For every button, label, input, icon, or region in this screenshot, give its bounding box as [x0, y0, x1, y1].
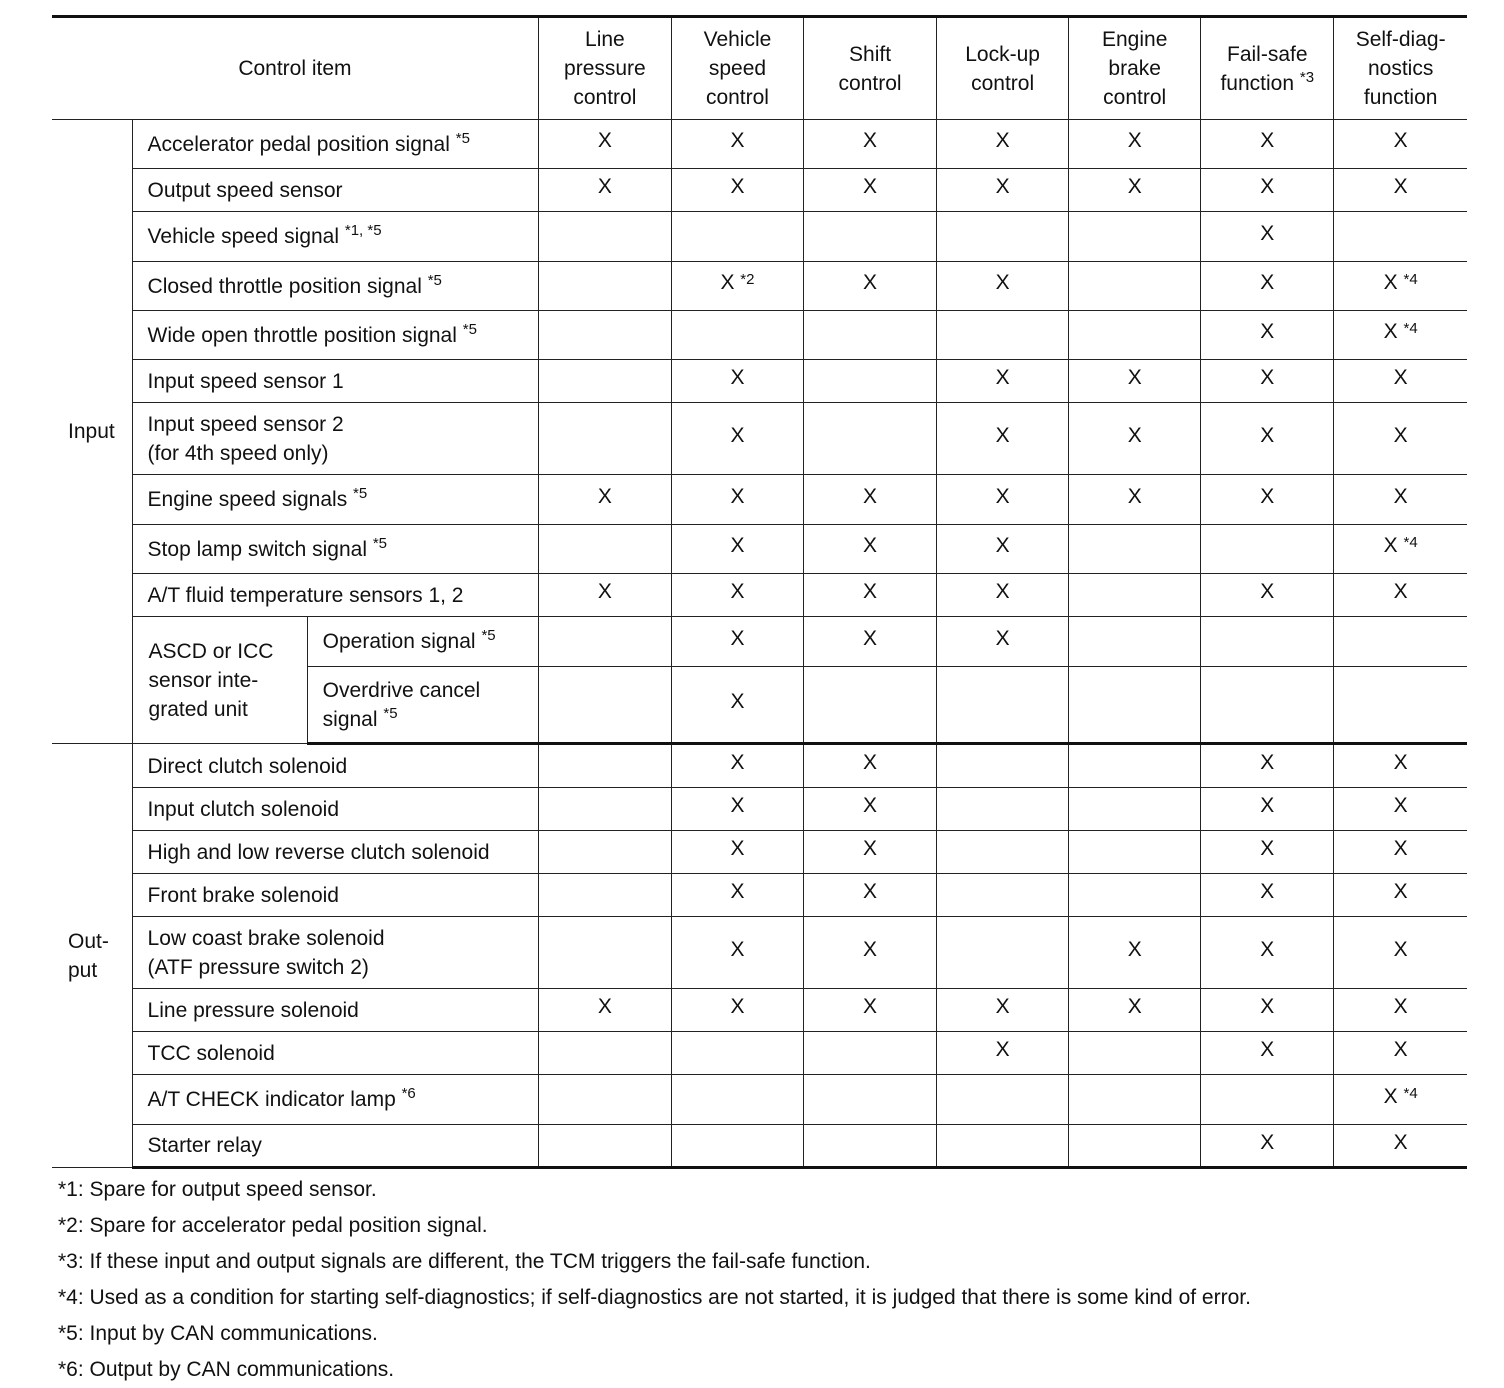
cell-col1	[538, 788, 671, 831]
cell-col6: X	[1201, 1125, 1334, 1168]
cell-col2	[671, 1032, 803, 1075]
cell-col3: X	[804, 831, 937, 874]
cell-col6: X	[1201, 169, 1334, 212]
cell-col3	[804, 403, 937, 475]
cell-col2	[671, 311, 803, 360]
footnote-4: *4: Used as a condition for starting self-diagnostics; if self-diagnostics are not started, it is judged that there is some kind of error.	[58, 1286, 1251, 1309]
cell-col7: X $^{*4}$	[1334, 262, 1467, 311]
header-fail-safe-function: Fail-safe function $^{*3}$	[1201, 17, 1334, 120]
cell-col7: X	[1334, 403, 1467, 475]
cell-col1	[538, 262, 671, 311]
cell-col7: X $^{*4}$	[1334, 311, 1467, 360]
footnote-5: *5: Input by CAN communications.	[58, 1322, 378, 1345]
table-row	[52, 874, 1467, 917]
cell-col3: X	[804, 617, 937, 667]
cell-col2: X	[671, 360, 803, 403]
cell-col6: X	[1201, 120, 1334, 169]
row-label: Operation signal $^{*5}$	[307, 617, 538, 667]
cell-col6: X	[1201, 403, 1334, 475]
cell-col1: X	[538, 120, 671, 169]
control-table-container	[52, 15, 1467, 1169]
row-label: Vehicle speed signal $^{*1, *5}$	[132, 212, 538, 262]
cell-col3: X	[804, 744, 937, 788]
group-ascd-icc-unit: ASCD or ICC sensor inte- grated unit	[132, 617, 307, 744]
cell-col6: X	[1201, 989, 1334, 1032]
row-label: Input clutch solenoid	[132, 788, 538, 831]
cell-col7	[1334, 212, 1467, 262]
cell-col2: X	[671, 525, 803, 574]
table-row	[52, 989, 1467, 1032]
cell-col1	[538, 212, 671, 262]
cell-col7: X	[1334, 475, 1467, 525]
cell-col3: X	[804, 525, 937, 574]
header-line-pressure-control: Line pressure control	[538, 17, 671, 120]
row-label: Stop lamp switch signal $^{*5}$	[132, 525, 538, 574]
cell-col1	[538, 525, 671, 574]
cell-col6	[1201, 525, 1334, 574]
cell-col4	[937, 831, 1069, 874]
footnote-2: *2: Spare for accelerator pedal position signal.	[58, 1214, 488, 1237]
cell-col6: X	[1201, 311, 1334, 360]
header-self-diagnostics-function: Self-diag- nostics function	[1334, 17, 1467, 120]
cell-col4: X	[937, 617, 1069, 667]
cell-col7: X	[1334, 120, 1467, 169]
header-vehicle-speed-control: Vehicle speed control	[671, 17, 803, 120]
cell-col1	[538, 360, 671, 403]
cell-col3: X	[804, 989, 937, 1032]
footnote-6: *6: Output by CAN communications.	[58, 1358, 395, 1381]
row-label: Direct clutch solenoid	[132, 744, 538, 788]
cell-col6: X	[1201, 212, 1334, 262]
row-label: Output speed sensor	[132, 169, 538, 212]
control-item-table	[52, 15, 1467, 1169]
row-label: High and low reverse clutch solenoid	[132, 831, 538, 874]
cell-col7: X	[1334, 788, 1467, 831]
cell-col3: X	[804, 262, 937, 311]
cell-col2: X	[671, 744, 803, 788]
cell-col4	[937, 874, 1069, 917]
cell-col1	[538, 917, 671, 989]
cell-col2	[671, 212, 803, 262]
table-row	[52, 360, 1467, 403]
cell-col5	[1069, 617, 1201, 667]
row-label: Front brake solenoid	[132, 874, 538, 917]
cell-col3	[804, 311, 937, 360]
cell-col7: X	[1334, 917, 1467, 989]
cell-col7	[1334, 617, 1467, 667]
cell-col5	[1069, 874, 1201, 917]
row-label: Line pressure solenoid	[132, 989, 538, 1032]
table-row	[52, 788, 1467, 831]
cell-col6: X	[1201, 360, 1334, 403]
cell-col1	[538, 1075, 671, 1125]
cell-col1	[538, 1032, 671, 1075]
cell-col5	[1069, 1125, 1201, 1168]
cell-col5: X	[1069, 403, 1201, 475]
row-label: Input speed sensor 1	[132, 360, 538, 403]
cell-col7: X	[1334, 1032, 1467, 1075]
cell-col7: X	[1334, 744, 1467, 788]
cell-col2: X	[671, 667, 803, 744]
cell-col2: X	[671, 574, 803, 617]
cell-col2: X	[671, 874, 803, 917]
cell-col5	[1069, 831, 1201, 874]
cell-col2: X	[671, 788, 803, 831]
cell-col1	[538, 744, 671, 788]
table-row	[52, 169, 1467, 212]
cell-col4: X	[937, 360, 1069, 403]
cell-col2: X	[671, 120, 803, 169]
cell-col5	[1069, 1032, 1201, 1075]
cell-col6: X	[1201, 917, 1334, 989]
cell-col5: X	[1069, 169, 1201, 212]
footnotes	[58, 1172, 1251, 1388]
table-row	[52, 475, 1467, 525]
cell-col5	[1069, 574, 1201, 617]
cell-col2: X	[671, 403, 803, 475]
cell-col7: X	[1334, 360, 1467, 403]
cell-col5	[1069, 525, 1201, 574]
cell-col3: X	[804, 475, 937, 525]
cell-col6	[1201, 667, 1334, 744]
table-row	[52, 744, 1467, 788]
row-label: Low coast brake solenoid (ATF pressure switch 2)	[132, 917, 538, 989]
table-row	[52, 1032, 1467, 1075]
cell-col3: X	[804, 788, 937, 831]
row-label: A/T CHECK indicator lamp $^{*6}$	[132, 1075, 538, 1125]
footnote-3: *3: If these input and output signals are different, the TCM triggers the fail-safe function.	[58, 1250, 871, 1273]
row-label: Closed throttle position signal $^{*5}$	[132, 262, 538, 311]
header-control-item: Control item	[52, 17, 538, 120]
cell-col3	[804, 1032, 937, 1075]
cell-col1	[538, 1125, 671, 1168]
cell-col3: X	[804, 874, 937, 917]
cell-col7: X	[1334, 989, 1467, 1032]
cell-col4	[937, 212, 1069, 262]
cell-col6: X	[1201, 788, 1334, 831]
cell-col2: X	[671, 831, 803, 874]
header-engine-brake-control: Engine brake control	[1069, 17, 1201, 120]
table-row	[52, 917, 1467, 989]
cell-col4: X	[937, 262, 1069, 311]
cell-col6: X	[1201, 1032, 1334, 1075]
table-row	[52, 120, 1467, 169]
cell-col4	[937, 311, 1069, 360]
cell-col1: X	[538, 989, 671, 1032]
cell-col3: X	[804, 169, 937, 212]
cell-col6	[1201, 617, 1334, 667]
cell-col3: X	[804, 574, 937, 617]
cell-col5	[1069, 262, 1201, 311]
table-row	[52, 403, 1467, 475]
cell-col4	[937, 744, 1069, 788]
cell-col6: X	[1201, 574, 1334, 617]
cell-col4	[937, 788, 1069, 831]
cell-col1: X	[538, 574, 671, 617]
cell-col1	[538, 311, 671, 360]
cell-col1	[538, 667, 671, 744]
footnote-1: *1: Spare for output speed sensor.	[58, 1178, 377, 1201]
cell-col7: X	[1334, 169, 1467, 212]
cell-col7: X	[1334, 1125, 1467, 1168]
cell-col1	[538, 617, 671, 667]
group-output: Out- put	[52, 744, 132, 1168]
row-label: TCC solenoid	[132, 1032, 538, 1075]
cell-col4: X	[937, 989, 1069, 1032]
cell-col7	[1334, 667, 1467, 744]
cell-col4: X	[937, 574, 1069, 617]
cell-col5	[1069, 212, 1201, 262]
cell-col3	[804, 667, 937, 744]
cell-col3	[804, 1075, 937, 1125]
cell-col3	[804, 360, 937, 403]
cell-col5	[1069, 311, 1201, 360]
table-row	[52, 311, 1467, 360]
cell-col4: X	[937, 169, 1069, 212]
cell-col2	[671, 1075, 803, 1125]
header-lock-up-control: Lock-up control	[937, 17, 1069, 120]
cell-col6: X	[1201, 262, 1334, 311]
table-row	[52, 262, 1467, 311]
cell-col5	[1069, 1075, 1201, 1125]
cell-col4: X	[937, 1032, 1069, 1075]
cell-col1	[538, 831, 671, 874]
cell-col5: X	[1069, 475, 1201, 525]
cell-col5	[1069, 744, 1201, 788]
cell-col7: X $^{*4}$	[1334, 525, 1467, 574]
cell-col3	[804, 1125, 937, 1168]
cell-col3: X	[804, 120, 937, 169]
cell-col5: X	[1069, 989, 1201, 1032]
row-label: Wide open throttle position signal $^{*5}$	[132, 311, 538, 360]
cell-col4: X	[937, 525, 1069, 574]
table-row	[52, 525, 1467, 574]
row-label: Accelerator pedal position signal $^{*5}$	[132, 120, 538, 169]
cell-col7: X	[1334, 831, 1467, 874]
cell-col1: X	[538, 475, 671, 525]
table-row	[52, 831, 1467, 874]
cell-col7: X $^{*4}$	[1334, 1075, 1467, 1125]
row-label: A/T fluid temperature sensors 1, 2	[132, 574, 538, 617]
row-label: Overdrive cancel signal $^{*5}$	[307, 667, 538, 744]
cell-col4: X	[937, 475, 1069, 525]
cell-col4	[937, 1125, 1069, 1168]
table-row	[52, 617, 1467, 667]
table-row	[52, 574, 1467, 617]
row-label: Input speed sensor 2 (for 4th speed only)	[132, 403, 538, 475]
row-label: Engine speed signals $^{*5}$	[132, 475, 538, 525]
cell-col2: X	[671, 617, 803, 667]
table-row	[52, 212, 1467, 262]
row-label: Starter relay	[132, 1125, 538, 1168]
cell-col7: X	[1334, 574, 1467, 617]
cell-col4	[937, 1075, 1069, 1125]
cell-col3: X	[804, 917, 937, 989]
cell-col2: X	[671, 989, 803, 1032]
cell-col4	[937, 917, 1069, 989]
cell-col7: X	[1334, 874, 1467, 917]
cell-col6	[1201, 1075, 1334, 1125]
cell-col4: X	[937, 403, 1069, 475]
cell-col2: X	[671, 169, 803, 212]
cell-col2: X	[671, 917, 803, 989]
group-input: Input	[52, 120, 132, 744]
cell-col5	[1069, 788, 1201, 831]
cell-col5	[1069, 667, 1201, 744]
table-row	[52, 1075, 1467, 1125]
cell-col1	[538, 403, 671, 475]
cell-col1	[538, 874, 671, 917]
cell-col6: X	[1201, 831, 1334, 874]
cell-col6: X	[1201, 475, 1334, 525]
table-row	[52, 1125, 1467, 1168]
cell-col4	[937, 667, 1069, 744]
cell-col2: X	[671, 475, 803, 525]
cell-col1: X	[538, 169, 671, 212]
cell-col6: X	[1201, 744, 1334, 788]
cell-col5: X	[1069, 917, 1201, 989]
cell-col2: X $^{*2}$	[671, 262, 803, 311]
cell-col6: X	[1201, 874, 1334, 917]
cell-col4: X	[937, 120, 1069, 169]
cell-col2	[671, 1125, 803, 1168]
header-shift-control: Shift control	[804, 17, 937, 120]
cell-col5: X	[1069, 360, 1201, 403]
cell-col5: X	[1069, 120, 1201, 169]
cell-col3	[804, 212, 937, 262]
